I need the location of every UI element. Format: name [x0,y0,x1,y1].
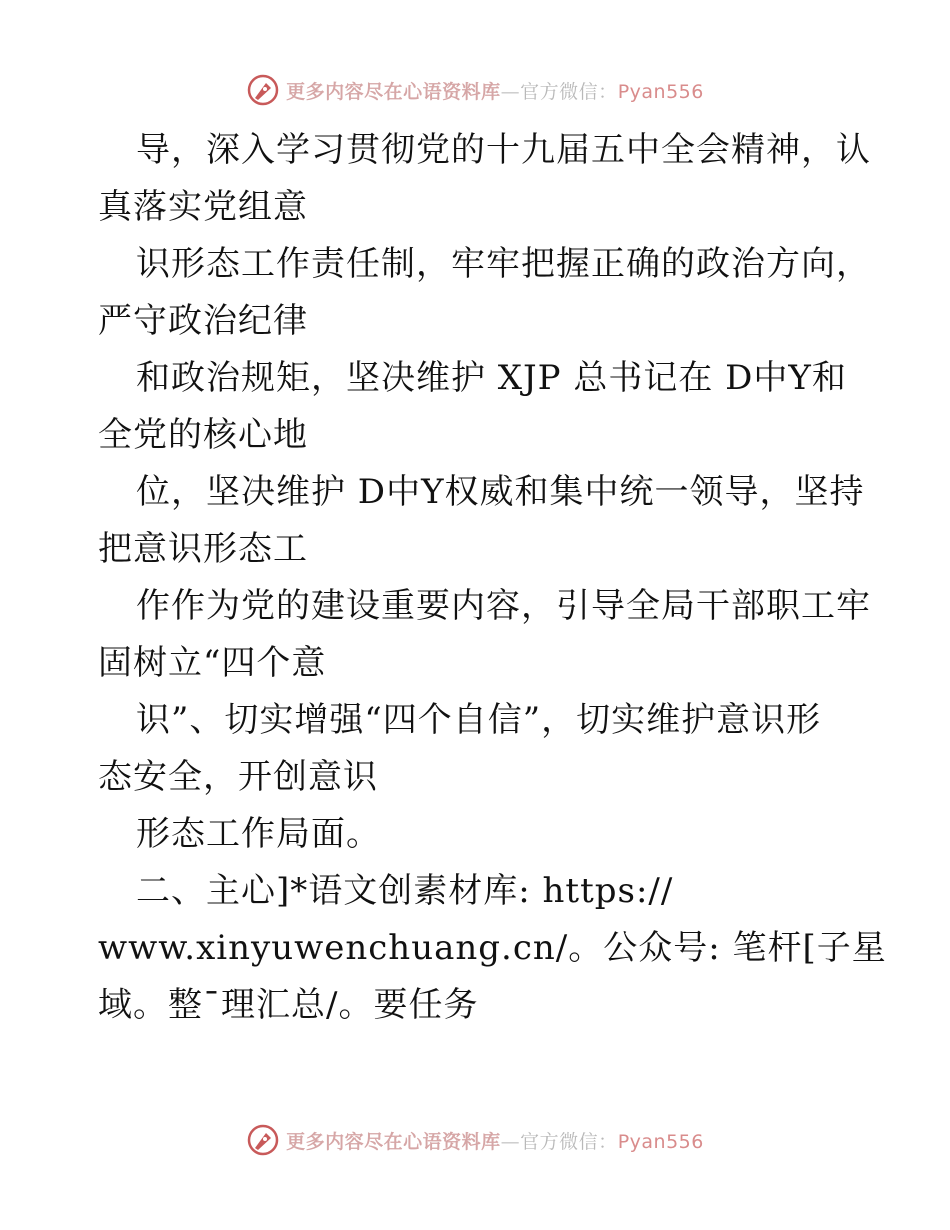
body-line: 识”、切实增强“四个自信”，切实维护意识形 [136,700,822,740]
body-line: 严守政治纪律 [98,301,308,341]
watermark-brand: 更多内容尽在心语资料库 [286,1130,501,1153]
body-line: 全党的核心地 [98,415,308,455]
body-line: 固树立“四个意 [98,643,327,683]
pen-nib-logo-icon [246,1123,280,1157]
watermark-wechat-id: Pyan556 [617,1130,704,1153]
body-line: 位，坚决维护 D中Y权威和集中统一领导，坚持 [136,472,865,512]
watermark-wechat-id: Pyan556 [617,80,704,103]
watermark-wechat-label: 官方微信： [520,80,618,103]
watermark-brand: 更多内容尽在心语资料库 [286,80,501,103]
body-line: www.xinyuwenchuang.cn/。公众号: 笔杆[子星 [98,928,887,968]
body-line: 态安全，开创意识 [98,757,378,797]
watermark-group [246,73,704,107]
body-line: 域。整¯理汇总/。要任务 [98,985,479,1025]
watermark-separator: — [500,80,521,103]
body-line: 真落实党组意 [98,187,308,227]
body-line: 导，深入学习贯彻党的十九届五中全会精神，认 [136,130,871,170]
document-body [98,122,887,1034]
body-line: 作作为党的建设重要内容，引导全局干部职工牢 [136,586,871,626]
pen-nib-logo-icon [246,73,280,107]
watermark-text [286,1127,704,1154]
watermark-separator: — [500,1130,521,1153]
header-watermark [0,70,950,110]
watermark-group [246,1123,704,1157]
body-line: 形态工作局面。 [136,814,381,854]
watermark-wechat-label: 官方微信： [520,1130,618,1153]
body-line: 和政治规矩，坚决维护 XJP 总书记在 D中Y和 [136,358,847,398]
body-line: 把意识形态工 [98,529,308,569]
body-line: 二、主心]*语文创素材库: https:// [136,871,674,911]
body-line: 识形态工作责任制，牢牢把握正确的政治方向， [136,244,871,284]
watermark-text [286,77,704,104]
footer-watermark [0,1120,950,1160]
